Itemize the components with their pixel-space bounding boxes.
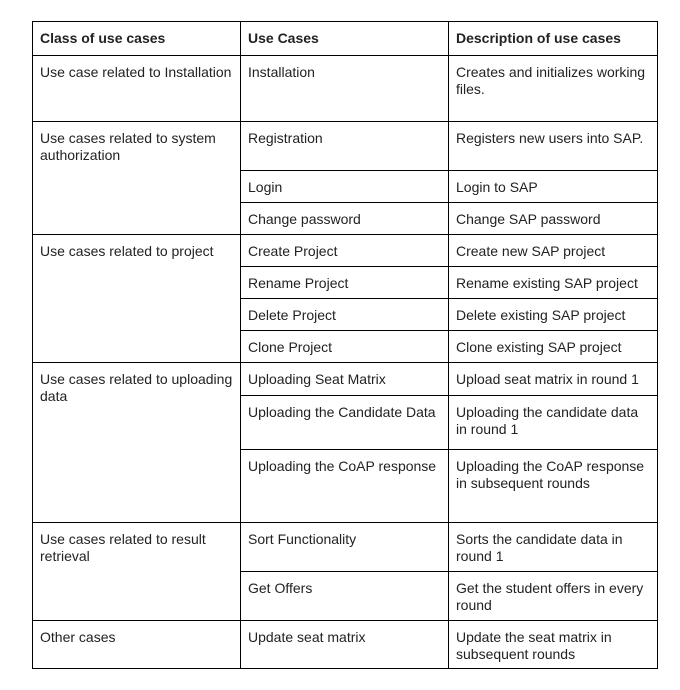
description-cell: Rename existing SAP project: [449, 267, 658, 299]
description-cell: Uploading the candidate data in round 1: [449, 396, 658, 450]
description-cell: Create new SAP project: [449, 235, 658, 267]
description-cell: Delete existing SAP project: [449, 299, 658, 331]
table-row: [33, 523, 658, 572]
description-cell: Clone existing SAP project: [449, 331, 658, 363]
class-cell: Use cases related to system authorization: [33, 122, 241, 235]
use-case-cell: Rename Project: [241, 267, 449, 299]
use-case-cell: Clone Project: [241, 331, 449, 363]
use-case-cell: Uploading Seat Matrix: [241, 363, 449, 396]
table-row: [33, 56, 658, 122]
description-cell: Uploading the CoAP response in subsequent rounds: [449, 450, 658, 523]
use-case-cell: Uploading the CoAP response: [241, 450, 449, 523]
class-cell: Other cases: [33, 621, 241, 669]
use-case-cell: Sort Functionality: [241, 523, 449, 572]
header-class: Class of use cases: [33, 22, 241, 56]
use-case-cell: Create Project: [241, 235, 449, 267]
use-case-cell: Update seat matrix: [241, 621, 449, 669]
description-cell: Update the seat matrix in subsequent rounds: [449, 621, 658, 669]
use-case-cell: Uploading the Candidate Data: [241, 396, 449, 450]
use-case-cell: Registration: [241, 122, 449, 171]
header-row: [33, 22, 658, 56]
use-case-cell: Installation: [241, 56, 449, 122]
use-case-cell: Login: [241, 171, 449, 203]
table-row: [33, 363, 658, 396]
description-cell: Sorts the candidate data in round 1: [449, 523, 658, 572]
use-case-cell: Change password: [241, 203, 449, 235]
class-cell: Use cases related to uploading data: [33, 363, 241, 523]
table-row: [33, 122, 658, 171]
use-case-cell: Get Offers: [241, 572, 449, 621]
table-row: [33, 235, 658, 267]
class-cell: Use cases related to result retrieval: [33, 523, 241, 621]
header-description: Description of use cases: [449, 22, 658, 56]
header-use-cases: Use Cases: [241, 22, 449, 56]
description-cell: Registers new users into SAP.: [449, 122, 658, 171]
description-cell: Change SAP password: [449, 203, 658, 235]
description-cell: Creates and initializes working files.: [449, 56, 658, 122]
use-case-cell: Delete Project: [241, 299, 449, 331]
class-cell: Use case related to Installation: [33, 56, 241, 122]
description-cell: Login to SAP: [449, 171, 658, 203]
description-cell: Upload seat matrix in round 1: [449, 363, 658, 396]
description-cell: Get the student offers in every round: [449, 572, 658, 621]
table-row: [33, 621, 658, 669]
class-cell: Use cases related to project: [33, 235, 241, 363]
use-cases-table: [32, 21, 658, 669]
